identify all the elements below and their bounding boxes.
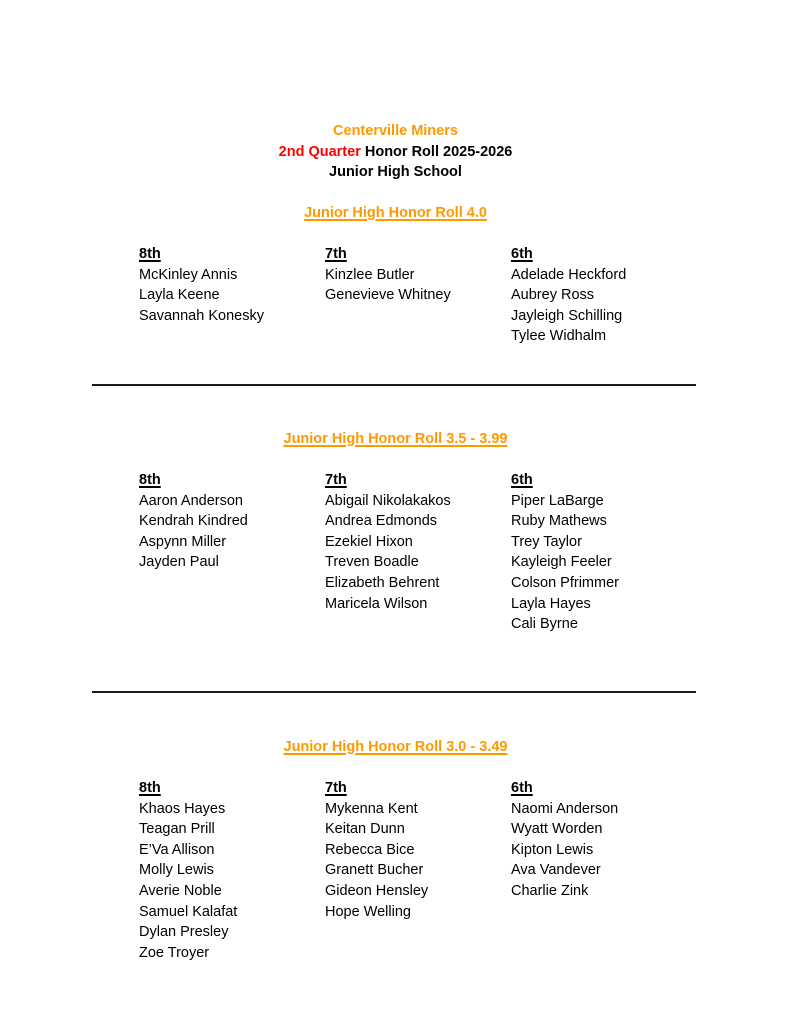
student-name: Mykenna Kent (325, 800, 418, 817)
student-name: Dylan Presley (139, 924, 229, 941)
student-name: Adelade Heckford (511, 266, 627, 283)
student-name: Cali Byrne (511, 616, 578, 633)
grade-heading: 6th (511, 246, 533, 262)
grade-columns (0, 778, 791, 961)
grade-heading: 7th (325, 246, 347, 262)
student-name: Layla Keene (139, 287, 220, 304)
student-name: Trey Taylor (511, 533, 582, 550)
student-name: Averie Noble (139, 882, 222, 899)
student-name: Kinzlee Butler (325, 266, 415, 283)
student-name: Jayleigh Schilling (511, 307, 623, 324)
grade-heading: 8th (139, 780, 161, 796)
section-honor-roll-3-5-3-99 (0, 429, 791, 633)
student-name: Khaos Hayes (139, 800, 226, 817)
section-title: Junior High Honor Roll 3.5 - 3.99 (283, 431, 508, 447)
student-name: Teagan Prill (139, 821, 215, 838)
section-honor-roll-3-0-3-49 (0, 737, 791, 961)
student-name: Ruby Mathews (511, 513, 607, 530)
student-name: Rebecca Bice (325, 841, 415, 858)
student-name: Kayleigh Feeler (511, 554, 612, 571)
student-name: Colson Pfrimmer (511, 574, 619, 591)
student-name: Aubrey Ross (511, 287, 595, 304)
document-title (0, 142, 791, 163)
student-name: Samuel Kalafat (139, 903, 238, 920)
student-name: Treven Boadle (325, 554, 419, 571)
section-divider (92, 691, 696, 693)
student-name: Molly Lewis (139, 862, 214, 879)
grade-column-8th (139, 244, 264, 326)
student-name: Aspynn Miller (139, 533, 227, 550)
grade-column-7th (325, 778, 428, 922)
student-name: Keitan Dunn (325, 821, 405, 838)
document-header (0, 121, 791, 183)
school-level: Junior High School (329, 164, 462, 180)
student-name: Wyatt Worden (511, 821, 603, 838)
section-title: Junior High Honor Roll 3.0 - 3.49 (283, 739, 508, 755)
student-name: Tylee Widhalm (511, 328, 607, 345)
student-name: McKinley Annis (139, 266, 238, 283)
student-name: Piper LaBarge (511, 492, 604, 509)
grade-heading: 7th (325, 472, 347, 488)
grade-column-7th (325, 470, 451, 614)
grade-heading: 8th (139, 472, 161, 488)
student-name: Ezekiel Hixon (325, 533, 413, 550)
student-name: Andrea Edmonds (325, 513, 438, 530)
student-name: Naomi Anderson (511, 800, 619, 817)
student-name: Granett Bucher (325, 862, 424, 879)
student-name: Hope Welling (325, 903, 411, 920)
student-name: Elizabeth Behrent (325, 574, 440, 591)
grade-column-8th (139, 778, 237, 963)
quarter-label: 2nd Quarter (278, 143, 361, 160)
section-honor-roll-4-0 (0, 203, 791, 345)
student-name: Genevieve Whitney (325, 287, 451, 304)
grade-column-6th (511, 244, 626, 347)
student-name: Jayden Paul (139, 554, 219, 571)
grade-heading: 6th (511, 780, 533, 796)
grade-heading: 6th (511, 472, 533, 488)
student-name: E’Va Allison (139, 841, 215, 858)
grade-heading: 8th (139, 246, 161, 262)
student-name: Charlie Zink (511, 882, 589, 899)
student-name: Kendrah Kindred (139, 513, 248, 530)
grade-columns (0, 470, 791, 633)
student-name: Gideon Hensley (325, 882, 429, 899)
section-title: Junior High Honor Roll 4.0 (304, 205, 487, 221)
student-name: Savannah Konesky (139, 307, 264, 324)
grade-heading: 7th (325, 780, 347, 796)
student-name: Ava Vandever (511, 862, 601, 879)
grade-columns (0, 244, 791, 345)
title-rest: Honor Roll 2025-2026 (360, 143, 513, 160)
student-name: Abigail Nikolakakos (325, 492, 451, 509)
section-divider (92, 384, 696, 386)
student-name: Maricela Wilson (325, 595, 428, 612)
grade-column-7th (325, 244, 451, 306)
grade-column-6th (511, 778, 618, 902)
student-name: Kipton Lewis (511, 841, 594, 858)
student-name: Zoe Troyer (139, 944, 210, 961)
grade-column-6th (511, 470, 619, 635)
student-name: Aaron Anderson (139, 492, 243, 509)
grade-column-8th (139, 470, 248, 573)
school-name: Centerville Miners (333, 123, 458, 139)
student-name: Layla Hayes (511, 595, 591, 612)
